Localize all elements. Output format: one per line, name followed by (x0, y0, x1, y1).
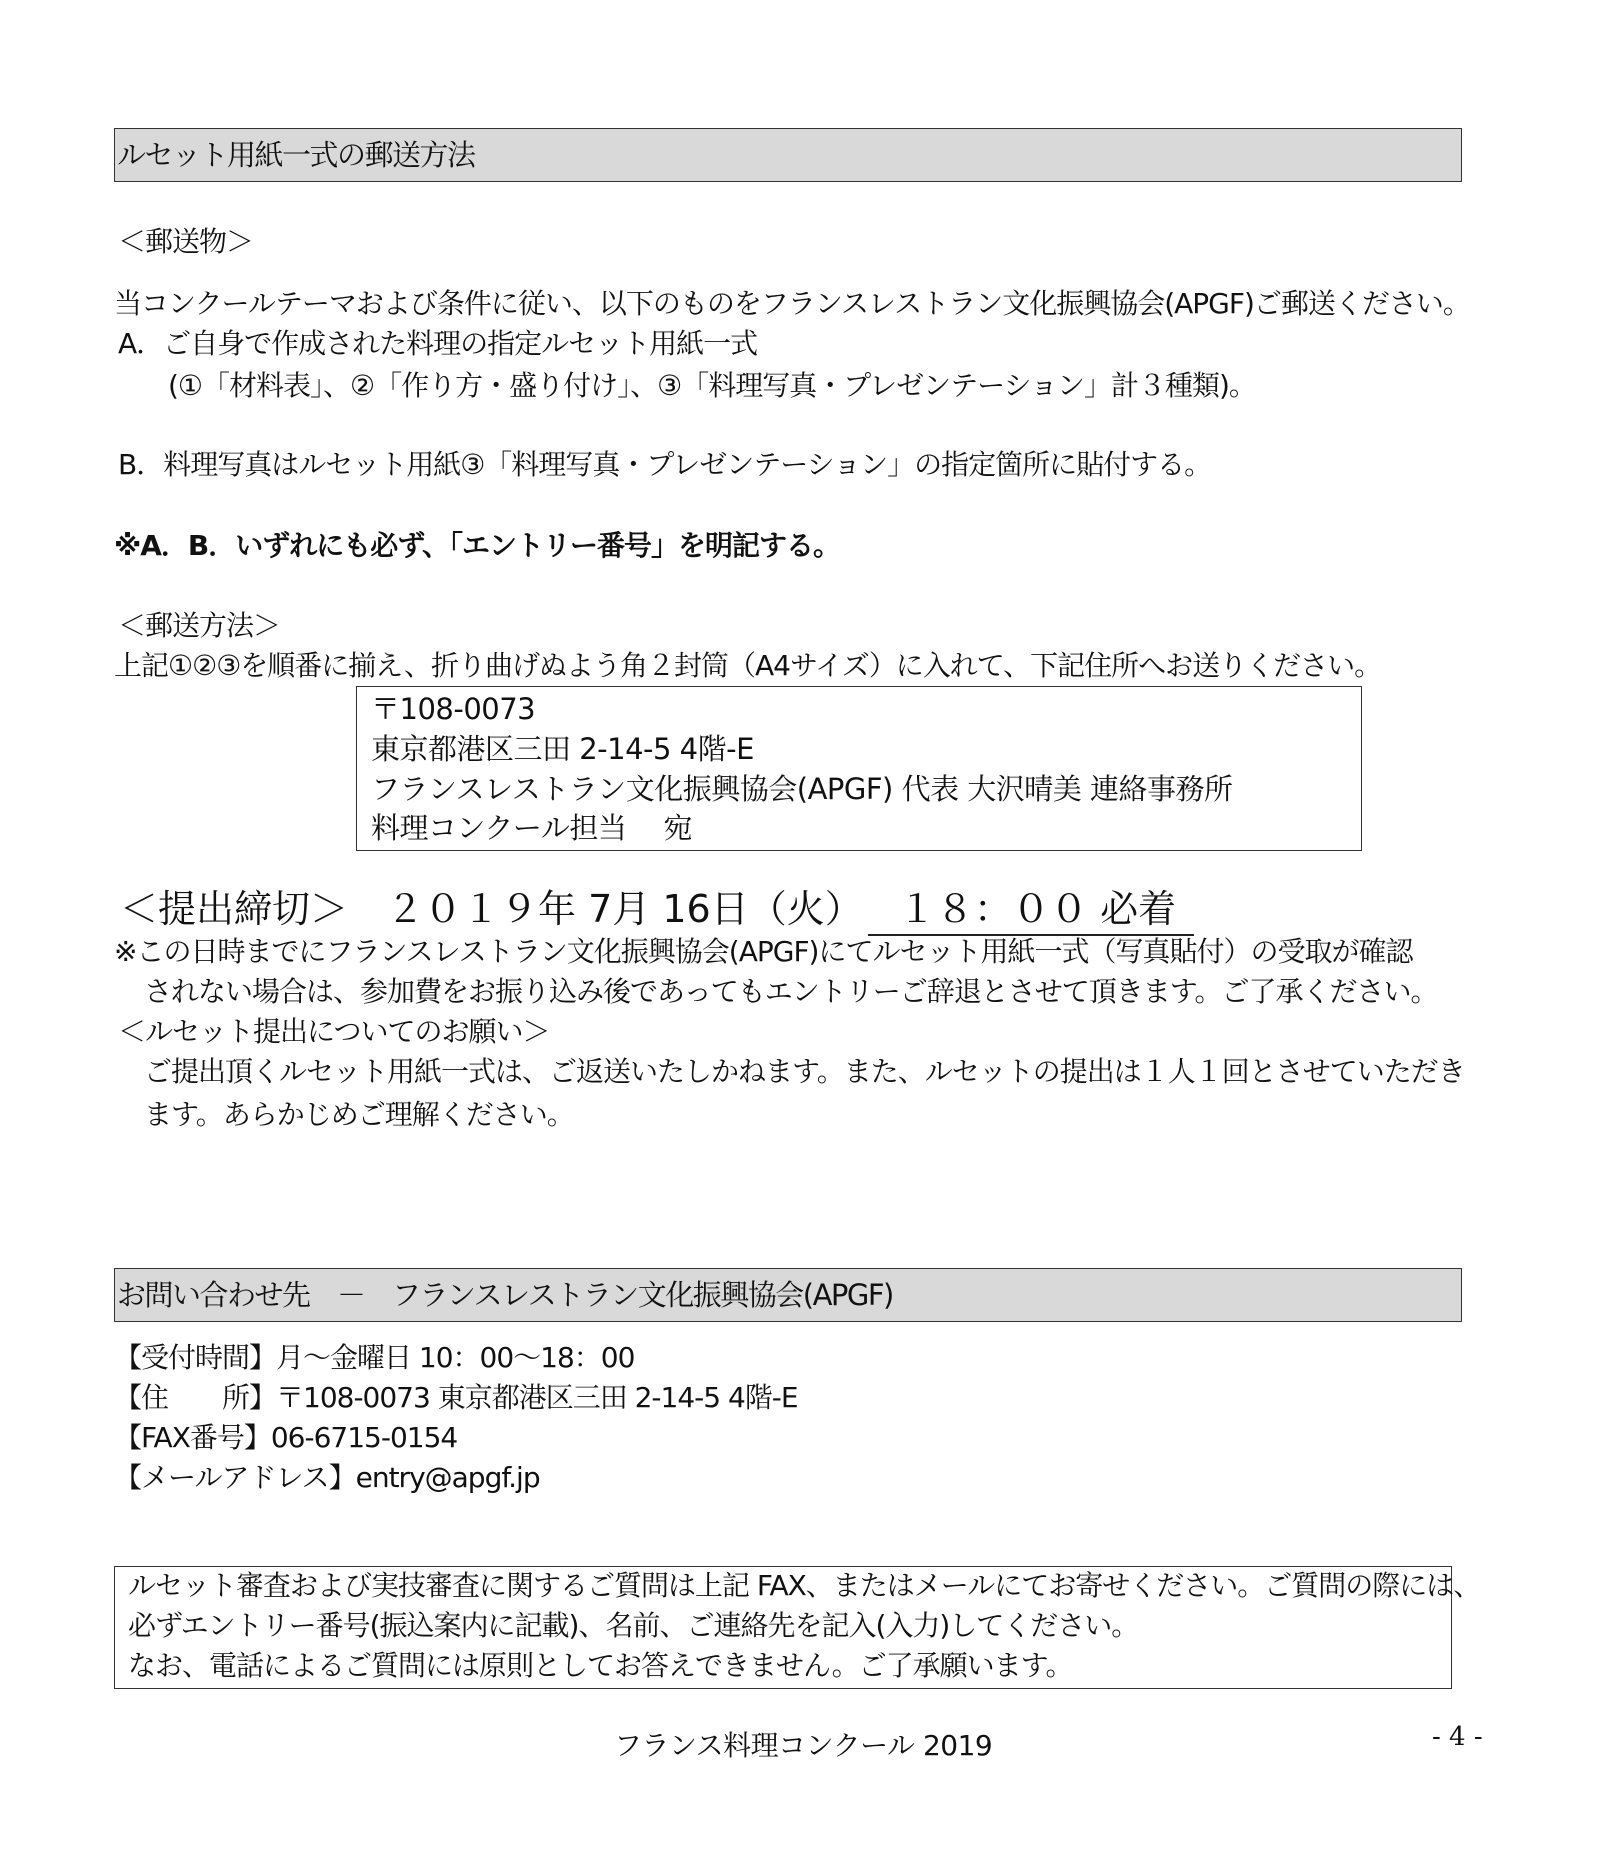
deadline-label: ＜提出締切＞ (120, 887, 349, 931)
note-line2: 必ずエントリー番号(振込案内に記載)、名前、ご連絡先を記入(入力)してください。 (128, 1609, 1139, 1642)
entry-number-notice: ※A．B．いずれにも必ず、「エントリー番号」を明記する。 (114, 529, 840, 562)
item-b: B．料理写真はルセット用紙③「料理写真・プレゼンテーション」の指定箇所に貼付する。 (118, 448, 1212, 481)
inquiry-note-box (114, 1566, 1481, 1689)
contact-heading-text: お問い合わせ先 － フランスレストラン文化振興協会(APGF) (117, 1278, 893, 1312)
address-organization: フランスレストラン文化振興協会(APGF) 代表 大沢晴美 連絡事務所 (371, 772, 1233, 806)
deadline-note-line2: されない場合は、参加費をお振り込み後であってもエントリーご辞退とさせて頂きます。ご了承ください。 (144, 975, 1438, 1008)
request-line1: ご提出頂くルセット用紙一式は、ご返送いたしかねます。また、ルセットの提出は１人１回とさせていただき (144, 1055, 1465, 1088)
deadline-note-line1: ※この日時までにフランスレストラン文化振興協会(APGF)にてルセット用紙一式（写真貼付）の受取が確認 (114, 935, 1413, 968)
section-heading-text: ルセット用紙一式の郵送方法 (117, 138, 475, 172)
mailing-address-box (356, 686, 1362, 851)
contact-hours: 【受付時間】月～金曜日 10：00～18：00 (114, 1341, 635, 1374)
address-recipient: 料理コンクール担当 宛 (371, 811, 693, 845)
items-label: ＜郵送物＞ (118, 225, 254, 258)
contact-fax: 【FAX番号】06-6715-0154 (114, 1421, 458, 1454)
note-line3: なお、電話によるご質問には原則としてお答えできません。ご了承願います。 (128, 1649, 1073, 1682)
section-heading-contact (114, 1268, 1462, 1322)
method-text: 上記①②③を順番に揃え、折り曲げぬよう角２封筒（A4サイズ）に入れて、下記住所へお送りください。 (114, 649, 1382, 682)
page-number: - 4 - (1432, 1722, 1483, 1752)
contact-email: 【メールアドレス】entry@apgf.jp (114, 1461, 540, 1494)
request-line2: ます。あらかじめご理解ください。 (144, 1098, 574, 1131)
item-a: A．ご自身で作成された料理の指定ルセット用紙一式 (118, 327, 758, 360)
deadline-time: １８：００ 必着 (898, 887, 1177, 931)
contact-address: 【住 所】〒108-0073 東京都港区三田 2-14-5 4階-E (114, 1381, 798, 1414)
request-label: ＜ルセット提出についてのお願い＞ (118, 1015, 550, 1048)
intro-text: 当コンクールテーマおよび条件に従い、以下のものをフランスレストラン文化振興協会(APGF)ご郵送ください。 (114, 287, 1470, 320)
note-line1: ルセット審査および実技審査に関するご質問は上記 FAX、またはメールにてお寄せください。ご質問の際には、 (128, 1569, 1481, 1602)
section-heading-mailing (114, 128, 1462, 182)
item-a-sub: (①「材料表」、②「作り方・盛り付け」、③「料理写真・プレゼンテーション」計３種類)。 (168, 369, 1256, 402)
method-label: ＜郵送方法＞ (118, 609, 281, 642)
deadline-date: ２０１９年 7月 16日（火） (386, 887, 863, 931)
address-street: 東京都港区三田 2-14-5 4階-E (371, 732, 754, 766)
address-postal-code: 〒108-0073 (371, 692, 536, 726)
footer-title: フランス料理コンクール 2019 (614, 1729, 993, 1762)
